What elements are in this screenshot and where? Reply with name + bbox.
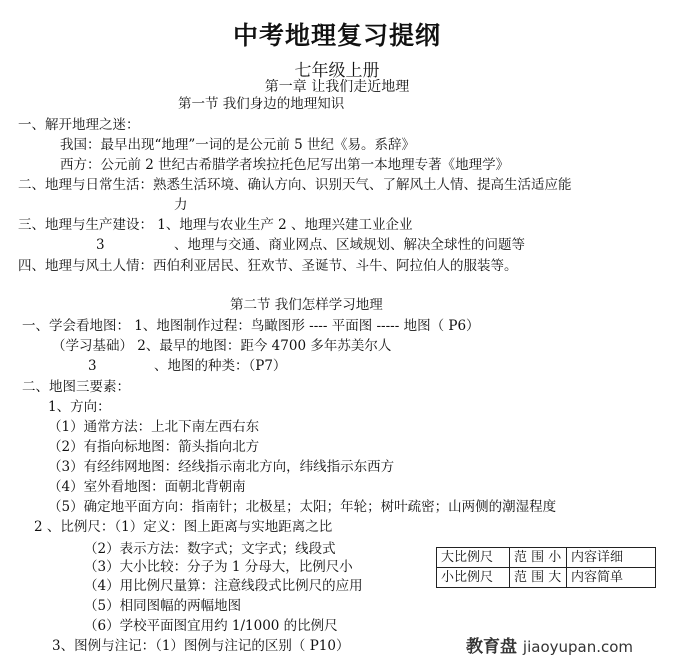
outline-line: （2）表示方法：数字式；文字式；线段式 — [84, 541, 336, 557]
outline-line: （4）用比例尺量算：注意线段式比例尺的应用 — [84, 578, 363, 594]
outline-line: 、地理与交通、商业网点、区域规划、解决全球性的问题等 — [174, 237, 525, 253]
table-cell: 范 围 大 — [510, 568, 567, 588]
outline-line: （4）室外看地图：面朝北背朝南 — [48, 479, 246, 495]
outline-line: 、地图的种类：（P7） — [154, 358, 287, 374]
watermark-url: jiaoyupan.com — [522, 638, 634, 656]
table-cell: 内容详细 — [567, 548, 656, 568]
outline-line: 二、地图三要素： — [22, 379, 130, 395]
outline-line: （3）大小比较：分子为 1 分母大，比例尺小 — [84, 559, 353, 575]
outline-line: 四、地理与风土人情：西伯利亚居民、狂欢节、圣诞节、斗牛、阿拉伯人的服装等。 — [18, 258, 518, 274]
outline-line: 2 、比例尺：（1）定义：图上距离与实地距离之比 — [34, 519, 333, 535]
table-cell: 小比例尺 — [437, 568, 510, 588]
outline-line: 我国：最早出现“地理”一词的是公元前 5 世纪《易。系辞》 — [60, 137, 415, 153]
outline-line: 西方：公元前 2 世纪古希腊学者埃拉托色尼写出第一本地理专著《地理学》 — [60, 157, 510, 173]
grade-subtitle: 七年级上册 — [294, 61, 380, 81]
outline-number: 3 — [88, 358, 97, 374]
outline-line: 一、学会看地图： 1、地图制作过程：鸟瞰图形 ---- 平面图 ----- 地图（ P6） — [22, 318, 480, 334]
watermark — [466, 632, 633, 657]
outline-line: 一、解开地理之迷： — [18, 117, 140, 133]
table-row — [437, 568, 656, 588]
outline-line: （5）相同图幅的两幅地图 — [84, 598, 242, 614]
outline-line: 力 — [174, 197, 188, 213]
chapter-heading: 第一章 让我们走近地理 — [264, 79, 410, 95]
section-heading: 第一节 我们身边的地理知识 — [178, 96, 345, 112]
section-heading: 第二节 我们怎样学习地理 — [230, 297, 383, 313]
outline-line: （1）通常方法：上北下南左西右东 — [48, 419, 260, 435]
table-cell: 范 围 小 — [510, 548, 567, 568]
outline-line: 二、地理与日常生活：熟悉生活环境、确认方向、识别天气、了解风土人情、提高生活适应能 — [18, 177, 572, 193]
outline-number: 3 — [96, 237, 105, 253]
outline-line: （2）有指向标地图：箭头指向北方 — [48, 439, 260, 455]
outline-line: （3）有经纬网地图：经线指示南北方向，纬线指示东西方 — [48, 459, 395, 475]
scale-comparison-table — [436, 547, 656, 588]
table-cell: 内容简单 — [567, 568, 656, 588]
watermark-cn: 教育盘 — [466, 637, 517, 657]
table-row — [437, 548, 656, 568]
table-cell: 大比例尺 — [437, 548, 510, 568]
outline-line: （6）学校平面图宜用约 1/1000 的比例尺 — [84, 618, 338, 634]
document-title: 中考地理复习提纲 — [232, 21, 441, 50]
outline-line: （学习基础） 2、最早的地图：距今 4700 多年苏美尔人 — [52, 338, 392, 354]
outline-line: 3、图例与注记：（1）图例与注记的区别（ P10） — [52, 638, 350, 654]
outline-line: （5）确定地平面方向：指南针；北极星；太阳；年轮；树叶疏密；山两侧的潮湿程度 — [48, 499, 557, 515]
outline-line: 1、方向： — [48, 399, 111, 415]
outline-line: 三、地理与生产建设： 1、地理与农业生产 2 、地理兴建工业企业 — [18, 217, 413, 233]
